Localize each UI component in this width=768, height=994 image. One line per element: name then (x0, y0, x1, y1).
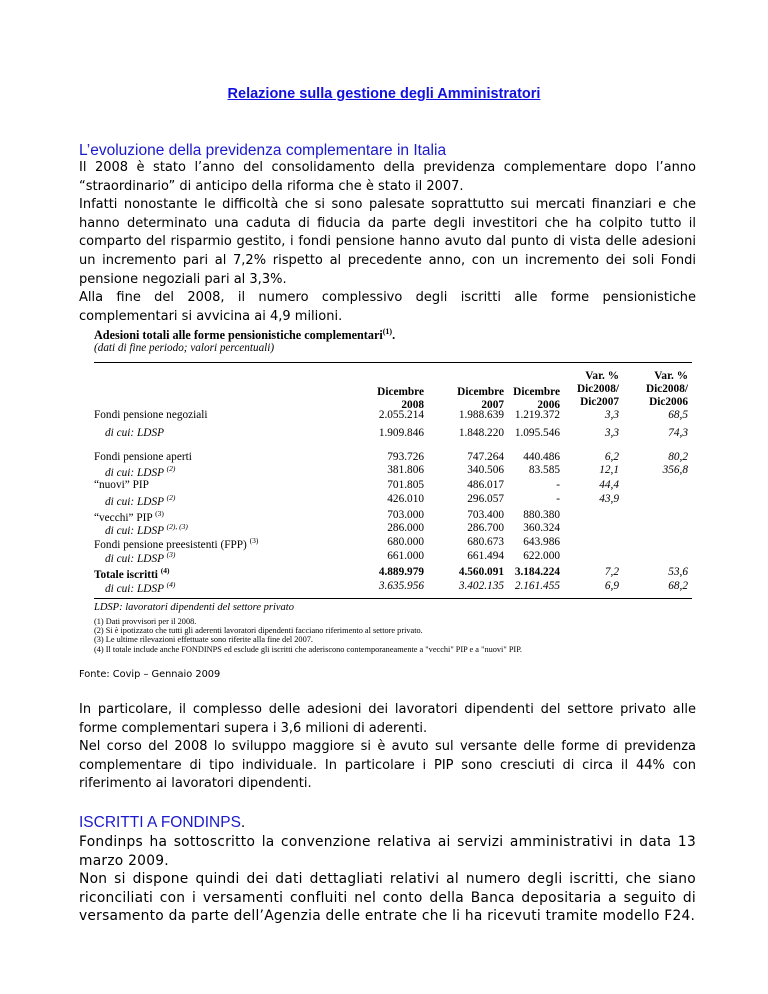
table-cell: 74,3 (668, 427, 688, 439)
table-cell: 4.560.091 (458, 566, 504, 578)
table-cell: 661.494 (467, 550, 504, 562)
row-label-text: “nuovi” PIP (94, 479, 149, 491)
table-source: Fonte: Covip – Gennaio 2009 (79, 669, 221, 680)
row-label (94, 409, 208, 421)
table-bottom-rule (94, 598, 692, 599)
table-cell: 622.000 (523, 550, 560, 562)
table-cell: 1.988.639 (458, 409, 504, 421)
paragraph-line: In particolare, il complesso delle adesioni dei lavoratori dipendenti del settore privato alle forme complementari supera i 3,6 milioni di aderenti. (79, 702, 696, 736)
column-header: 2006 (537, 399, 560, 411)
table-title (94, 327, 395, 343)
table-cell: 381.806 (387, 464, 424, 476)
table-cell: 4.889.979 (378, 566, 424, 578)
row-label-note: (4) (160, 566, 170, 575)
row-label-note: (4) (166, 580, 176, 589)
row-label (94, 566, 169, 581)
table-cell: 643.986 (523, 536, 560, 548)
section2-title-text: ISCRITTI A FONDINPS (79, 814, 241, 831)
row-label (105, 550, 175, 565)
detail-paragraph (79, 701, 696, 794)
paragraph-line: Fondinps ha sottoscritto la convenzione relativa ai servizi amministrativi in data 13 marzo 2009. (79, 834, 696, 869)
row-label-note: (3) (166, 550, 176, 559)
column-header: Dic2007 (580, 396, 619, 408)
table-cell: 747.264 (467, 451, 504, 463)
table-cell: - (556, 479, 560, 491)
table-title-end: . (392, 328, 396, 343)
document-title: Relazione sulla gestione degli Amministratori (227, 86, 541, 102)
table-cell: 440.486 (523, 451, 560, 463)
section2-title-dot: . (240, 814, 246, 831)
table-cell: 80,2 (668, 451, 688, 463)
table-cell: 83.585 (528, 464, 560, 476)
row-label-text: Totale iscritti (94, 568, 158, 581)
paragraph-line: Non si dispone quindi dei dati dettagliati relativi al numero degli iscritti, che siano riconciliati con i versamenti confluiti nel conto della Banca depositaria a seguito di versamento da parte dell’Agenzia delle entrate che li ha ricevuti tramite modello F24. (79, 871, 696, 925)
row-label (105, 464, 175, 479)
row-label-text: Fondi pensione aperti (94, 451, 192, 463)
table-cell: 6,9 (604, 580, 619, 592)
table-top-rule (94, 362, 692, 363)
column-header: Dic2006 (649, 396, 688, 408)
row-label-note: (2) (166, 493, 176, 502)
table-footnote: (1) Dati provvisori per il 2008. (94, 617, 197, 626)
table-cell: 1.909.846 (378, 427, 424, 439)
column-header: Var. % (654, 370, 688, 382)
row-label-text: “vecchi” PIP (94, 511, 153, 524)
table-cell: 2.055.214 (378, 409, 424, 421)
paragraph-line: Il 2008 è stato l’anno del consolidamento della previdenza complementare dopo l’anno “straordinario” di anticipo della riforma che è stato il 2007. (79, 160, 696, 194)
column-header: 2007 (481, 399, 504, 411)
table-footnote: (2) Si è ipotizzato che tutti gli aderenti lavoratori dipendenti facciano riferimento al settore privato. (94, 626, 423, 635)
table-cell: 340.506 (467, 464, 504, 476)
table-cell: 486.017 (467, 479, 504, 491)
table-cell: 680.673 (467, 536, 504, 548)
row-label-text: di cui: LDSP (105, 495, 164, 508)
table-cell: 680.000 (387, 536, 424, 548)
row-label (94, 451, 192, 463)
table-cell: - (556, 493, 560, 505)
table-cell: 286.700 (467, 522, 504, 534)
table-cell: 703.000 (387, 509, 424, 521)
row-label-text: Fondi pensione negoziali (94, 409, 208, 421)
table-title-sup: (1) (382, 327, 393, 336)
row-label-text: Fondi pensione preesistenti (FPP) (94, 538, 247, 551)
table-cell: 360.324 (523, 522, 560, 534)
row-label-text: di cui: LDSP (105, 582, 164, 595)
row-label-note: (3) (155, 509, 164, 518)
row-label (105, 580, 175, 595)
table-cell: 6,2 (604, 451, 619, 463)
column-header: Var. % (585, 370, 619, 382)
table-cell: 356,8 (662, 464, 688, 476)
column-header: Dicembre (377, 386, 424, 398)
table-cell: 661.000 (387, 550, 424, 562)
table-cell: 703.400 (467, 509, 504, 521)
paragraph-line: Infatti nonostante le difficoltà che si sono palesate soprattutto sui mercati finanziari e che hanno determinato una caduta di fiducia da parte degli investitori che ha colpito tutto il comparto del risparmio gestito, i fondi pensione hanno avuto dal punto di vista delle adesioni un incremento pari al 7,2% rispetto al precedente anno, con un incremento dei soli Fondi pensione negoziali pari al 3,3%. (79, 197, 696, 287)
row-label-text: di cui: LDSP (105, 427, 164, 439)
adesioni-table (94, 323, 694, 656)
table-title-text: Adesioni totali alle forme pensionistiche complementari (94, 328, 383, 343)
row-label (105, 493, 175, 508)
table-cell: 1.219.372 (514, 409, 560, 421)
paragraph-line: Alla fine del 2008, il numero complessivo degli iscritti alle forme pensionistiche complementari si avvicina ai 4,9 milioni. (79, 290, 696, 324)
table-cell: 1.095.546 (514, 427, 560, 439)
row-label-note: (2) (166, 464, 176, 473)
fondinps-paragraph (79, 833, 696, 926)
section-title-fondinps (79, 814, 245, 832)
table-cell: 43,9 (599, 493, 619, 505)
row-label-text: di cui: LDSP (105, 466, 164, 479)
row-label (105, 522, 188, 537)
paragraph-line: Nel corso del 2008 lo sviluppo maggiore si è avuto sul versante delle forme di previdenza complementare di tipo individuale. In particolare i PIP sono cresciuti di circa il 44% con riferimento ai lavoratori dipendenti. (79, 739, 696, 792)
row-label (105, 427, 164, 439)
column-header: Dicembre (513, 386, 560, 398)
table-cell: 3.635.956 (378, 580, 424, 592)
intro-paragraph (79, 159, 696, 326)
table-cell: 3.184.224 (514, 566, 560, 578)
table-cell: 68,2 (668, 580, 688, 592)
table-legend: LDSP: lavoratori dipendenti del settore privato (94, 602, 294, 613)
column-header: Dicembre (457, 386, 504, 398)
table-cell: 2.161.455 (514, 580, 560, 592)
table-cell: 12,1 (599, 464, 619, 476)
table-subtitle: (dati di fine periodo; valori percentuali) (94, 342, 275, 354)
table-cell: 44,4 (599, 479, 619, 491)
table-cell: 3,3 (604, 409, 619, 421)
column-header: 2008 (401, 399, 424, 411)
row-label-note: (2), (3) (166, 522, 188, 531)
table-cell: 7,2 (604, 566, 619, 578)
table-cell: 701.805 (387, 479, 424, 491)
table-cell: 793.726 (387, 451, 424, 463)
table-cell: 53,6 (668, 566, 688, 578)
table-cell: 1.848.220 (458, 427, 504, 439)
row-label-text: di cui: LDSP (105, 552, 164, 565)
row-label (94, 536, 258, 551)
table-cell: 3,3 (604, 427, 619, 439)
row-label-note: (3) (249, 536, 259, 545)
table-cell: 426.010 (387, 493, 424, 505)
section-title-previdenza: L’evoluzione della previdenza complementare in Italia (79, 142, 447, 159)
row-label (94, 479, 149, 491)
table-cell: 880.380 (523, 509, 560, 521)
column-header: Dic2008/ (576, 383, 619, 395)
table-cell: 3.402.135 (458, 580, 504, 592)
table-cell: 286.000 (387, 522, 424, 534)
table-cell: 296.057 (467, 493, 504, 505)
column-header: Dic2008/ (645, 383, 688, 395)
table-footnote: (4) Il totale include anche FONDINPS ed esclude gli iscritti che aderiscono contemporaneamente a "vecchi" PIP e a "nuovi" PIP. (94, 645, 522, 654)
table-footnote: (3) Le ultime rilevazioni effettuate sono riferite alla fine del 2007. (94, 635, 313, 644)
row-label-text: di cui: LDSP (105, 524, 164, 537)
table-cell: 68,5 (668, 409, 688, 421)
